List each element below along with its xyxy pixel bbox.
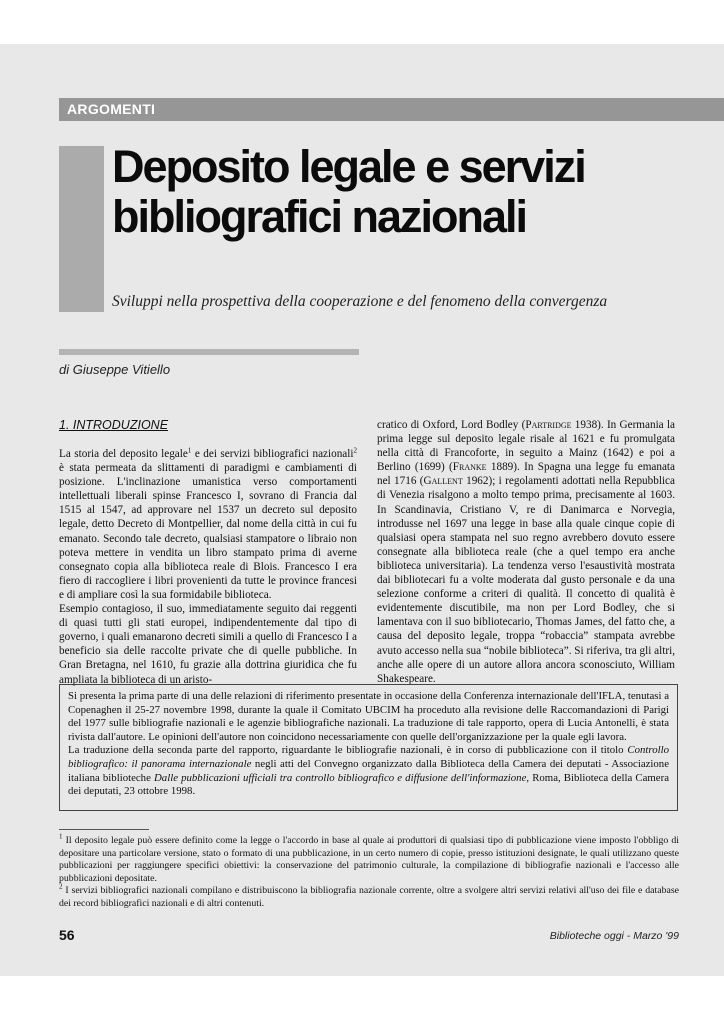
running-footer: Biblioteche oggi - Marzo '99 [549,930,679,942]
text-run: La traduzione della seconda parte del rapporto, riguardante le bibliografie nazionali, è in corso di pubblicazione con il titolo [68,744,628,757]
paragraph: Esempio contagioso, il suo, immediatamente seguito dai reggenti di quasi tutti gli stati europei, indipendentemente dal tipo di governo, i quali emanarono decreti simili a quello di Francesco I a beneficio sia delle raccolte private che di quelle pubbliche. In Gran Bretagna, nel 1610, fu grazie alla dottrina giuridica che fu ampliata la biblioteca di un aristo- [59,603,357,686]
footnote-ref-1: 1 [187,446,192,455]
text-run: cratico di Oxford, Lord Bodley ( [377,419,526,431]
title-accent-bar [59,146,104,312]
text-run: 1889). In Spagna una legge fu emanata nel 1716 ( [377,461,675,488]
title-line-1: Deposito legale e servizi [112,141,585,192]
text-column-left [59,447,357,687]
page [0,44,724,976]
title-line-2: bibliografici nazionali [112,191,527,242]
text-run: I servizi bibliografici nazionali compilano e distribuiscono la bibliografia nazionale corrente, oltre a svolgere altri servizi relativi all'uso dei file e database dei record bibliografici nazionali e di altri contenuti. [59,885,679,909]
text-run: , Roma, Biblioteca della Camera dei deputati, 23 ottobre 1998. [68,771,669,798]
text-run: Il deposito legale può essere definito come la legge o l'accordo in base al quale ai produttori di qualsiasi tipo di pubblicazione viene imposto l'obbligo di depositare una particolare versione, stato o formato di una pubblicazione, in un certo numero di copie, presso istituzioni designate, le quali utilizzano queste pubblicazioni per raggiungere specifici obiettivi: la conservazione del patrimonio culturale, la compilazione di bibliografie nazionali e l'accesso alle pubblicazioni depositate. [59,835,679,884]
author-byline: di Giuseppe Vitiello [59,362,171,377]
note-paragraph [68,744,669,798]
paragraph [59,447,357,602]
section-heading: 1. INTRODUZIONE [59,418,169,432]
italic-title: Dalle pubblicazioni ufficiali tra controllo bibliografico e diffusione dell'informazione [154,771,527,784]
footnotes [59,832,679,911]
text-column-right [377,418,675,686]
footnote-1 [59,832,679,885]
citation-author: Partridge [525,419,572,431]
footnote-mark: 2 [59,883,63,892]
text-run: negli atti del Convegno organizzato dalla Biblioteca della Camera dei deputati - Associazione italiana biblioteche [68,757,669,784]
section-label: ARGOMENTI [67,101,156,117]
article-subtitle: Sviluppi nella prospettiva della cooperazione e del fenomeno della convergenza [112,293,608,310]
citation-author: Franke [452,461,487,474]
italic-title: Controllo bibliografico: il panorama internazionale [68,744,669,770]
note-paragraph: Si presenta la prima parte di una delle relazioni di riferimento presentate in occasione della Conferenza internazionale dell'IFLA, tenutasi a Copenaghen il 25-27 novembre 1998, durante la quale il Comitato UBCIM ha proceduto alla revisione delle Raccomandazioni di Parigi del 1977 sulle bibliografie nazionali e le agenzie bibliografiche nazionali. La traduzione di tale rapporto, opera di Lucia Antonelli, è stata rivista dall'autore. Le opinioni dell'autore non coincidono necessariamente con quelle dell'organizzazione per la quale egli lavora. [68,690,669,743]
footnote-2 [59,885,679,910]
section-band [59,98,724,121]
text-run: è stata permeata da slittamenti di paradigmi e cambiamenti di posizione. L'inclinazione umanistica verso comportamenti intellettuali liberali spinse Francesco I, sovrano di Francia dal 1515 al 1547, ad approvare nel 1537 un decreto sul deposito legale, detto Decreto di Montpellier, dal nome della città in cui fu emanato. Secondo tale decreto, qualsiasi stampatore o libraio non poteva mettere in vendita un libro stampato prima di averne consegnato copia alla biblioteca reale di Blois. Francesco I era fiero di raccogliere i libri provenienti da tutte le province francesi e di ampliare così la sua formidabile biblioteca. [59,462,357,601]
text-run: 1938). In Germania la prima legge sul deposito legale risale al 1621 e fu promulgata nella città di Francoforte, in seguito a Mainz (1642) e poi a Berlino (1699) ( [377,419,675,474]
footnote-rule [59,829,149,830]
editorial-note-box [59,684,678,811]
citation-author: Gallent [423,475,463,488]
text-run: e dei servizi bibliografici nazionali [191,448,354,460]
text-run: La storia del deposito legale [59,448,188,460]
paragraph [377,418,675,686]
footnote-ref-2: 2 [353,446,357,455]
author-rule [59,349,359,355]
article-title [112,142,712,242]
page-number: 56 [59,927,75,943]
text-run: 1962); i regolamenti adottati nella Repubblica di Venezia risalgono a molto tempo prima, precisamente al 1603. In Scandinavia, Cristiano V, re di Danimarca e Norvegia, introdusse nel 1697 una legge in base alla quale cinque copie di qualsiasi opera stampata nel suo regno avrebbero dovuto essere consegnate alla biblioteca reale (che a quel tempo era anche biblioteca universitaria). La tendenza verso l'esaustività mostrata dai bibliotecari fu a volte moderata dal gusto personale e da una selezione conforme a criteri di qualità. Il concetto di qualità è evidentemente discutibile, ma non per Lord Bodley, che si lamentava con il suo bibliotecario, Thomas James, del fatto che, a causa del deposito legale, troppa “robaccia” stampata avrebbe avuto accesso nella sua “nobile biblioteca”. Si riferiva, tra gli altri, anche alle opere di un autore allora ancora sconosciuto, William Shakespeare. [377,475,675,685]
footnote-mark: 1 [59,832,63,841]
